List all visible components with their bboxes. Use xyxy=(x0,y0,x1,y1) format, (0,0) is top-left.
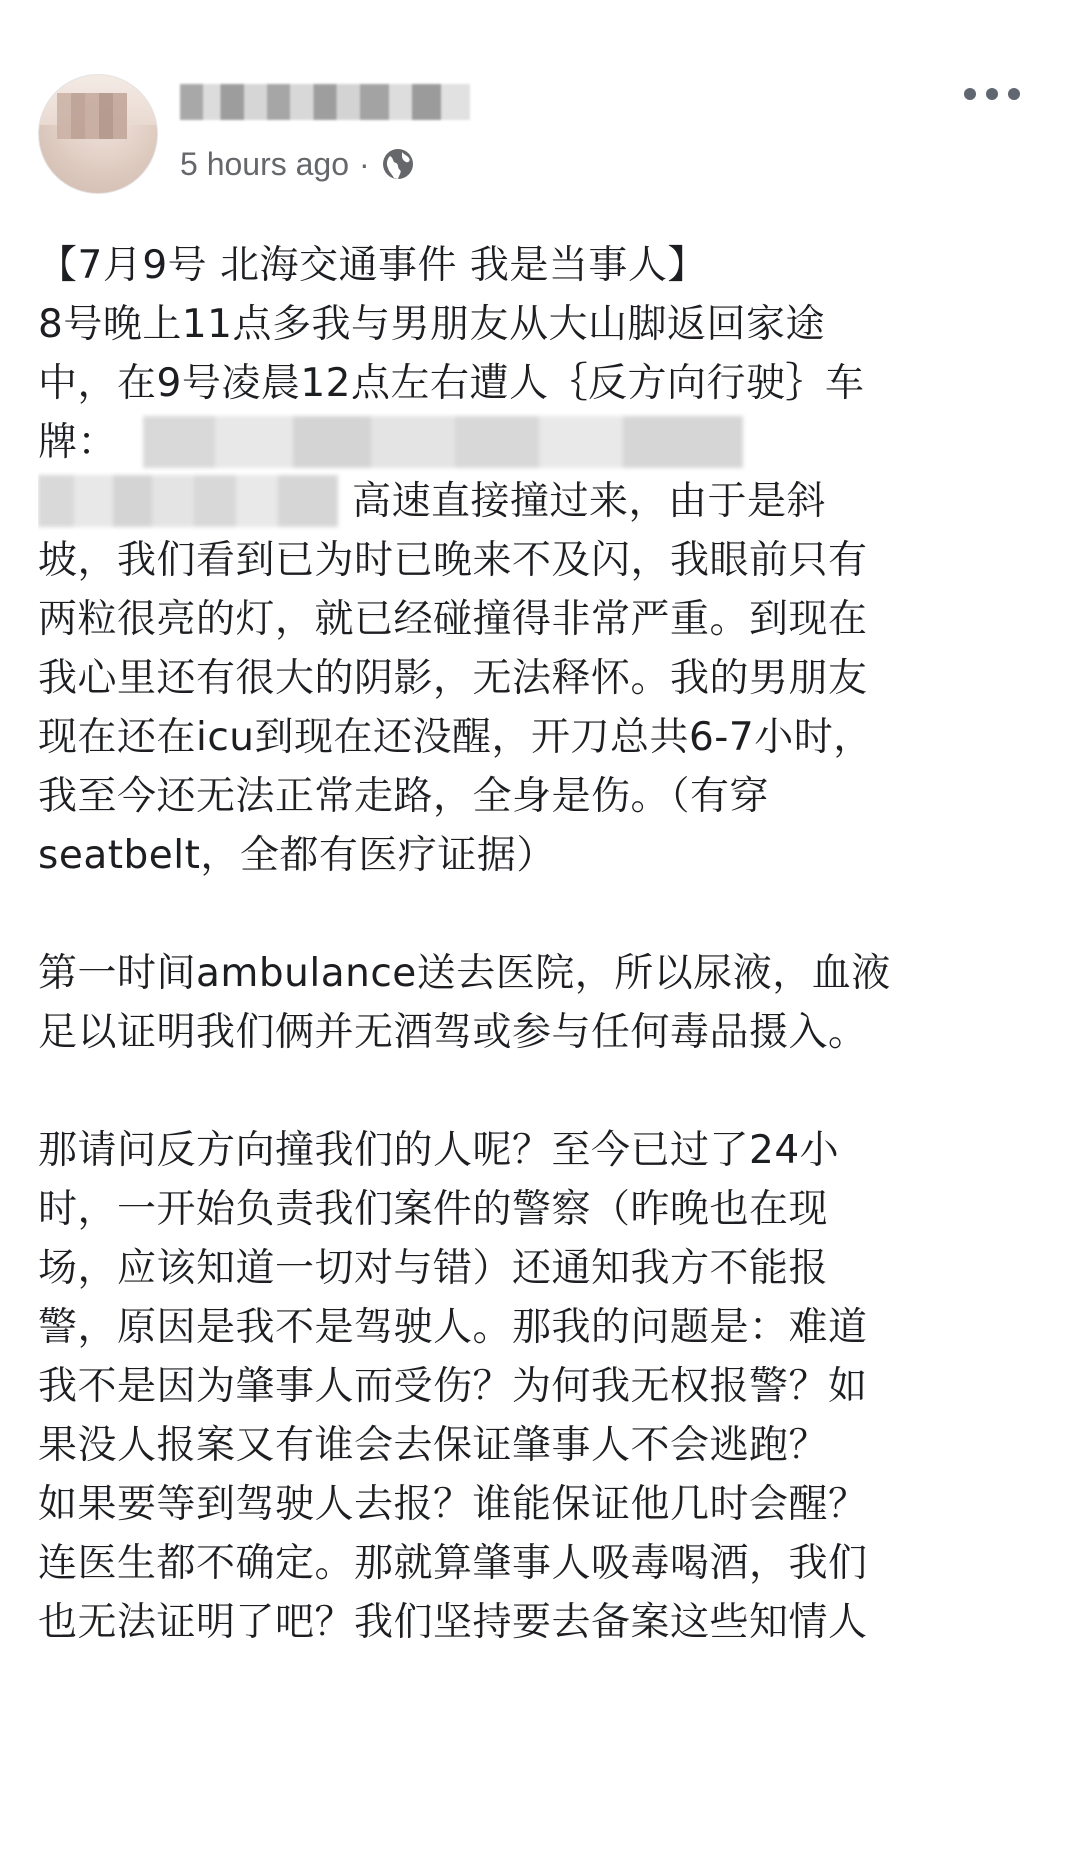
post-body xyxy=(38,236,1048,1652)
author-name-blurred[interactable] xyxy=(180,84,470,120)
post-text-line: 时，一开始负责我们案件的警察（昨晚也在现 xyxy=(38,1187,829,1232)
post-text-line xyxy=(38,413,1048,472)
plate-number-blurred xyxy=(38,475,338,527)
post-timestamp[interactable]: 5 hours ago xyxy=(180,145,350,182)
post-text-line: 那请问反方向撞我们的人呢？至今已过了24小 xyxy=(38,1128,840,1173)
more-dot xyxy=(1008,88,1020,100)
plate-number-blurred xyxy=(143,416,743,468)
post-text-line: 我不是因为肇事人而受伤？为何我无权报警？如 xyxy=(38,1364,868,1409)
post-text-line: 我至今还无法正常走路，全身是伤。（有穿 xyxy=(38,774,770,819)
avatar-pixelation xyxy=(57,93,127,139)
post-text-line: 连医生都不确定。那就算肇事人吸毒喝酒，我们 xyxy=(38,1541,868,1586)
post-text-line: 坡，我们看到已为时已晚来不及闪，我眼前只有 xyxy=(38,538,868,583)
post-text-line: seatbelt，全都有医疗证据） xyxy=(38,833,556,878)
more-dot xyxy=(964,88,976,100)
paragraph-gap xyxy=(38,885,1048,944)
post-text-line: 足以证明我们俩并无酒驾或参与任何毒品摄入。 xyxy=(38,1010,868,1055)
post-text-line: 8号晚上11点多我与男朋友从大山脚返回家途 xyxy=(38,302,825,347)
globe-icon[interactable] xyxy=(380,146,416,182)
post-text-line: 警，原因是我不是驾驶人。那我的问题是：难道 xyxy=(38,1305,868,1350)
post-text-line: 我心里还有很大的阴影，无法释怀。我的男朋友 xyxy=(38,656,868,701)
post-title-line: 【7月9号 北海交通事件 我是当事人】 xyxy=(38,243,707,288)
post-text-line: 第一时间ambulance送去医院，所以尿液，血液 xyxy=(38,951,891,996)
post-text-line: 中，在9号凌晨12点左右遭人｛反方向行驶｝车 xyxy=(38,361,865,406)
post-text-line: 果没人报案又有谁会去保证肇事人不会逃跑？ xyxy=(38,1423,829,1468)
post-text-line: 场，应该知道一切对与错）还通知我方不能报 xyxy=(38,1246,829,1291)
post-text-line: 也无法证明了吧？我们坚持要去备案这些知情人 xyxy=(38,1600,868,1645)
post-text-line: 两粒很亮的灯，就已经碰撞得非常严重。到现在 xyxy=(38,597,868,642)
post-text-line: 现在还在icu到现在还没醒，开刀总共6-7小时， xyxy=(38,715,873,760)
paragraph-gap xyxy=(38,1062,1048,1121)
more-dot xyxy=(986,88,998,100)
post-text-line: 如果要等到驾驶人去报？谁能保证他几时会醒？ xyxy=(38,1482,868,1527)
plate-label: 牌： xyxy=(38,420,118,465)
meta-separator: · xyxy=(359,145,370,182)
more-options-icon[interactable] xyxy=(964,80,1020,108)
post-text-line xyxy=(38,472,1048,531)
post-text-segment: 高速直接撞过来，由于是斜 xyxy=(352,479,827,524)
profile-avatar[interactable] xyxy=(38,74,158,194)
post-meta xyxy=(180,142,416,186)
